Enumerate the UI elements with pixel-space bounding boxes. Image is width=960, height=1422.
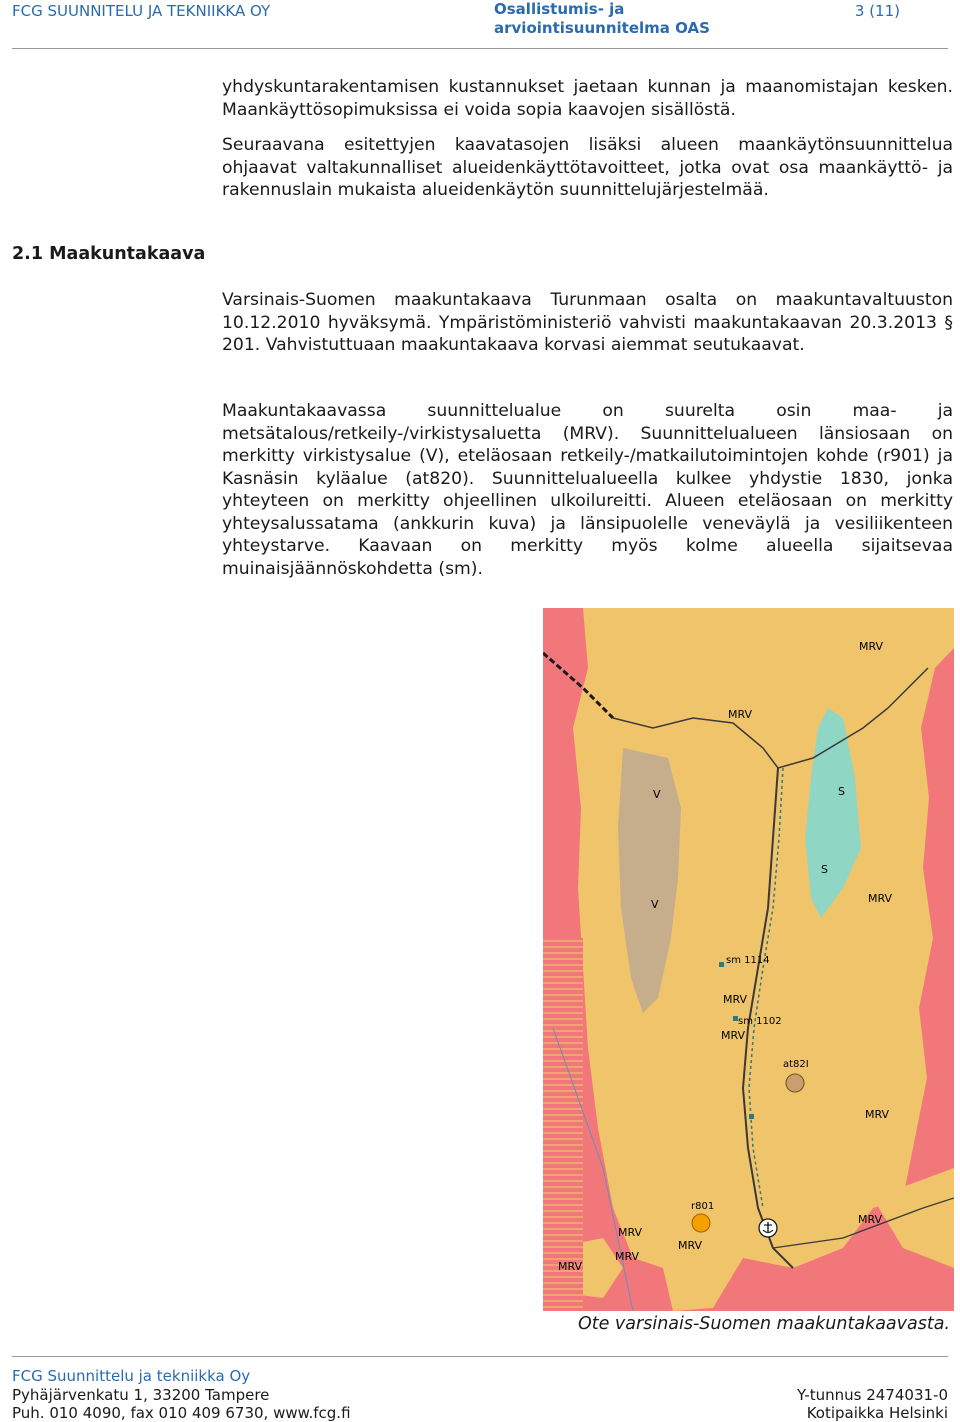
paragraph-planning-objectives: Seuraavana esitettyjen kaavatasojen lisäksi alueen maankäytönsuunnittelua ohjaavat valtakunnalliset alueidenkäyttötavoitteet, jotka ovat osa maankäyttö- ja rakennuslain mukaista alueidenkäytön suunnittelujärjestelmää. <box>222 135 953 200</box>
header-doc-title-line1: Osallistumis- ja <box>494 0 625 18</box>
map-caption: Ote varsinais-Suomen maakuntakaavasta. <box>577 1314 950 1334</box>
paragraph-plan-markings: Maakuntakaavassa suunnittelualue on suurelta osin maa- ja metsätalous/retkeily-/virkistysaluetta (MRV). Suunnittelualueen länsiosaan on merkitty virkistysalue (V), eteläosaan retkeily-/matkailutoimintojen kohde (r901) ja Kasnäsin kyläalue (at820). Suunnittelualueella kulkee yhdystie 1830, jonka yhteyteen on merkitty ohjeellinen ulkoilureitti. Alueen eteläosaan on merkitty yhteysalussatama (ankkurin kuva) ja länsipuolelle veneväylä ja vesiliikenteen yhteystarve. Kaavaan on merkitty myös kolme alueella sijaitsevaa muinaisjäännöskohdetta (sm). <box>222 401 953 579</box>
map-label-mrv: MRV <box>615 1250 640 1263</box>
archaeological-site-icon <box>749 1114 754 1119</box>
page-header <box>0 0 960 50</box>
paragraph-regional-plan: Varsinais-Suomen maakuntakaava Turunmaan osalta on maakuntavaltuuston 10.12.2010 hyväksymä. Ympäristöministeriö vahvisti maakuntakaavan 20.3.2013 § 201. Vahvistuttuaan maakuntakaava korvasi aiemmat seutukaavat. <box>222 290 953 355</box>
header-page-number: 3 (11) <box>854 2 900 20</box>
map-label-mrv: MRV <box>678 1239 703 1252</box>
footer-company: FCG Suunnittelu ja tekniikka Oy <box>12 1367 251 1385</box>
map-label-r: r801 <box>691 1201 715 1212</box>
map-label-mrv: MRV <box>859 640 884 653</box>
header-document-title <box>494 0 734 38</box>
map-label-mrv: MRV <box>868 892 893 905</box>
map-label-mrv: MRV <box>728 708 753 721</box>
map-label-s: S <box>838 785 845 798</box>
hatched-waterway-zone <box>543 938 583 1311</box>
map-label-at: at82I <box>783 1059 809 1070</box>
footer-business-id: Y-tunnus 2474031-0 <box>796 1386 948 1404</box>
map-label-mrv: MRV <box>858 1213 883 1226</box>
section-heading: 2.1 Maakuntakaava <box>12 244 206 264</box>
map-label-v: V <box>653 788 661 801</box>
footer-domicile: Kotipaikka Helsinki <box>806 1404 948 1422</box>
anchor-icon <box>759 1219 777 1237</box>
header-doc-title-line2: arviointisuunnitelma OAS <box>494 19 710 37</box>
footer-address: Pyhäjärvenkatu 1, 33200 Tampere <box>12 1386 270 1404</box>
regional-plan-map <box>543 608 954 1311</box>
map-label-mrv: MRV <box>723 993 748 1006</box>
map-label-mrv: MRV <box>721 1029 746 1042</box>
paragraph-costs: yhdyskuntarakentamisen kustannukset jaetaan kunnan ja maanomistajan kesken. Maankäyttösopimuksissa ei voida sopia kaavojen sisällöstä. <box>222 77 953 120</box>
map-label-sm: sm 1114 <box>726 955 770 966</box>
footer-divider <box>12 1356 948 1357</box>
map-label-s: S <box>821 863 828 876</box>
map-label-mrv: MRV <box>865 1108 890 1121</box>
tourism-marker-icon <box>692 1214 710 1232</box>
map-label-mrv: MRV <box>558 1260 583 1273</box>
village-marker-icon <box>786 1074 804 1092</box>
footer-contact: Puh. 010 4090, fax 010 409 6730, www.fcg.fi <box>12 1404 351 1422</box>
header-divider <box>12 48 948 49</box>
map-label-sm: sm 1102 <box>738 1016 782 1027</box>
map-label-mrv: MRV <box>618 1226 643 1239</box>
archaeological-site-icon <box>719 962 724 967</box>
map-label-v: V <box>651 898 659 911</box>
header-company: FCG SUUNNITELU JA TEKNIIKKA OY <box>12 2 271 20</box>
